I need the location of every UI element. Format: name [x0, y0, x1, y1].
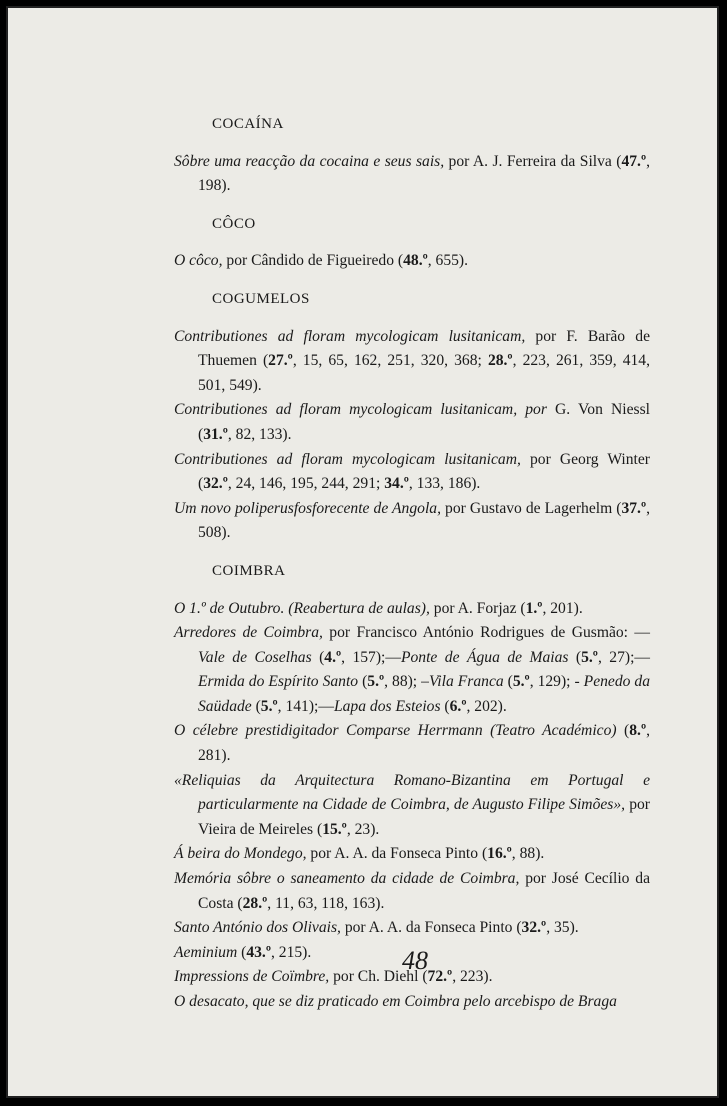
entry-text: ( — [358, 673, 368, 691]
entry-title: Contributiones ad floram mycologicam lusitanicam, — [174, 327, 526, 345]
entry-text: por Ch. Diehl ( — [329, 968, 428, 986]
entry-text: , 508). — [198, 499, 650, 542]
volume-number: 16.º — [487, 845, 512, 863]
entry-title: Lapa dos Esteios — [333, 697, 441, 715]
volume-number: 5.º — [367, 673, 385, 691]
index-entry — [174, 497, 650, 546]
entry-text: por Gustavo de Lagerhelm ( — [440, 499, 622, 517]
entry-text: , 223, 261, 359, 414, 501, 549). — [198, 352, 650, 394]
volume-number: 5.º — [260, 697, 278, 715]
section-heading: COGUMELOS — [212, 290, 310, 307]
entry-text: por Georg Winter ( — [198, 450, 650, 493]
entry-title: Memória sôbre o saneamento da cidade de Coimbra, — [174, 870, 520, 888]
index-entry — [174, 150, 650, 199]
volume-number: 48.º — [403, 252, 428, 270]
entry-text: , 11, 63, 118, 163). — [267, 894, 385, 912]
entry-text: por Francisco António Rodrigues de Gusmão: — — [322, 624, 650, 642]
index-entry — [174, 842, 650, 867]
entry-text: por José Cecílio da Costa ( — [198, 870, 651, 912]
entry-text: , 201). — [542, 599, 583, 617]
entry-text: , 133, 186). — [408, 475, 481, 493]
entry-text: ( — [616, 722, 630, 740]
volume-number: 6.º — [449, 697, 467, 715]
entry-title: Contributiones ad floram mycologicam lusitanicam, — [174, 450, 521, 468]
entry-title: O 1.º de Outubro. (Reabertura de aulas), — [174, 599, 430, 617]
entry-title: Vale de Coselhas — [198, 648, 312, 666]
entry-text: por Vieira de Meireles ( — [198, 796, 650, 838]
entry-title: Á beira do Mondego, — [174, 845, 307, 863]
index-entry — [174, 719, 650, 768]
entry-title: O desacato, que se diz praticado em Coimbra pelo arcebispo de Braga — [174, 993, 617, 1010]
volume-number: 5.º — [512, 673, 530, 691]
section-heading: COIMBRA — [212, 562, 286, 579]
index-entry — [174, 249, 650, 274]
entry-title: O célebre prestidigitador Comparse Herrmann (Teatro Académico) — [174, 722, 617, 740]
section-heading: CÔCO — [212, 215, 256, 232]
volume-number: 47.º — [621, 152, 647, 170]
entry-text: , 35). — [546, 919, 579, 937]
volume-number: 15.º — [322, 820, 347, 838]
entry-title: O côco, — [174, 252, 223, 270]
entry-text: , 281). — [198, 722, 650, 765]
volume-number: 5.º — [581, 648, 598, 666]
entry-title: Um novo poliperusfosforecente de Angola, — [174, 499, 441, 517]
entry-text: , 27);— — [597, 648, 651, 666]
page-number: 48 — [402, 946, 428, 975]
index-entry — [174, 398, 650, 447]
entry-title: Arredores de Coimbra, — [174, 624, 323, 642]
volume-number: 27.º — [268, 352, 293, 370]
entry-title: Santo António dos Olivais, — [174, 919, 341, 937]
entry-text: ( — [568, 648, 582, 666]
volume-number: 32.º — [203, 475, 228, 493]
entry-text: , 215). — [270, 943, 312, 961]
entry-text: , 655). — [427, 252, 469, 270]
index-entry — [174, 325, 650, 399]
entry-text: , 24, 146, 195, 244, 291; — [227, 475, 385, 493]
entry-title: Aeminium — [174, 943, 238, 961]
volume-number: 37.º — [621, 499, 647, 517]
volume-number: 43.º — [246, 943, 271, 961]
entry-text: por A. Forjaz ( — [429, 599, 526, 617]
volume-number: 34.º — [384, 475, 409, 493]
entry-title: Ponte de Água de Maias — [400, 648, 569, 666]
entry-text: , 202). — [466, 697, 507, 715]
entry-text: por A. A. da Fonseca Pinto ( — [306, 845, 488, 863]
entry-text: por Cândido de Figueiredo ( — [222, 252, 404, 270]
entry-text: , 223). — [452, 968, 493, 986]
entry-text: , 141);— — [277, 697, 334, 715]
entry-text: ( — [237, 943, 247, 961]
volume-number: 31.º — [203, 425, 228, 443]
entry-text: ( — [251, 697, 261, 715]
entry-text: por A. A. da Fonseca Pinto ( — [340, 919, 522, 937]
entry-text: ( — [311, 648, 325, 666]
volume-number: 28.º — [487, 352, 513, 370]
entry-title: Sôbre uma reacção da cocaina e seus sais, — [174, 152, 445, 170]
entry-text: ( — [503, 673, 513, 691]
index-section — [174, 112, 650, 199]
entry-title: Ermida do Espírito Santo — [198, 673, 359, 691]
index-entry — [174, 867, 650, 916]
entry-title: Penedo da Saüdade — [198, 673, 651, 715]
entry-text: , 82, 133). — [227, 425, 292, 443]
volume-number: 28.º — [242, 894, 268, 912]
index-section — [174, 212, 650, 274]
entry-title: Vila Franca — [428, 673, 504, 691]
entry-text: , 88); – — [384, 673, 429, 691]
entry-text: por F. Barão de Thuemen ( — [198, 327, 650, 370]
entry-text: por A. J. Ferreira da Silva ( — [444, 152, 622, 170]
book-page — [6, 6, 719, 1098]
index-entry — [174, 769, 650, 843]
index-entry — [174, 597, 650, 622]
entry-title: Contributiones ad floram mycologicam lusitanicam, por — [174, 401, 547, 419]
entry-title: «Reliquias da Arquitectura Romano-Bizantina em Portugal e particularmente na Cidade de Coimbra, de Augusto Filipe Simões», — [174, 771, 650, 814]
volume-number: 8.º — [629, 722, 647, 740]
entry-text: , 15, 65, 162, 251, 320, 368; — [292, 352, 488, 370]
entry-text: , 129); - — [529, 673, 584, 691]
entry-text: , 157);— — [341, 648, 401, 666]
section-heading: COCAÍNA — [212, 116, 284, 132]
volume-number: 32.º — [521, 919, 547, 937]
index-section — [174, 287, 650, 546]
index-entry — [174, 448, 650, 497]
volume-number: 1.º — [525, 599, 543, 617]
index-entry — [174, 621, 650, 719]
entry-text: ( — [440, 697, 450, 715]
volume-number: 72.º — [427, 968, 453, 986]
index-entry — [174, 916, 650, 941]
index-entry — [174, 990, 650, 1015]
entry-text: , 88). — [511, 845, 545, 863]
entry-text: , 198). — [198, 152, 650, 195]
entry-text: G. Von Niessl ( — [198, 401, 650, 443]
volume-number: 4.º — [324, 648, 342, 666]
entry-text: , 23). — [346, 820, 380, 838]
index-content — [174, 112, 650, 1015]
entry-title: Impressions de Coïmbre, — [174, 968, 330, 986]
